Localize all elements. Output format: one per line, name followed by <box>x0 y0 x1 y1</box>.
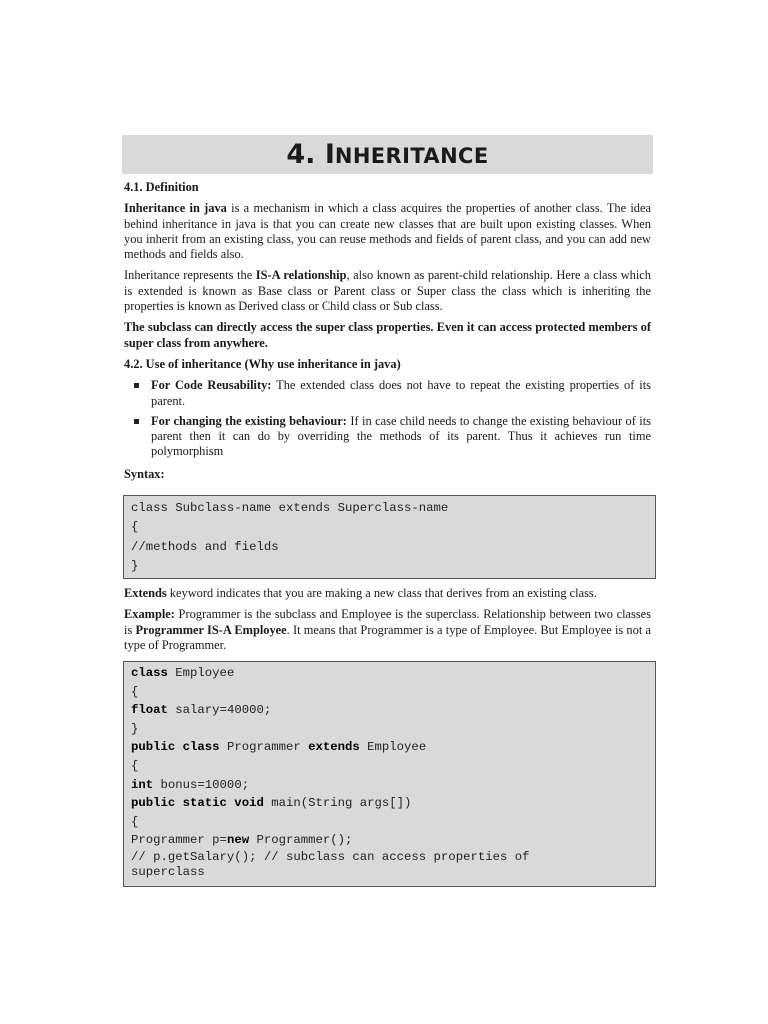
term-extends: Extends <box>124 586 167 600</box>
code-line: } <box>131 721 139 736</box>
chapter-title-initial: I <box>324 139 335 170</box>
chapter-title <box>286 139 488 170</box>
code-line: float salary=40000; <box>131 703 272 718</box>
extends-paragraph: Extends keyword indicates that you are making a new class that derives from an existing class. <box>124 586 597 600</box>
code-line: { <box>131 758 139 773</box>
code-line: Programmer p=new Programmer(); <box>131 833 353 848</box>
code-line: public static void main(String args[]) <box>131 796 412 811</box>
code-line: class Subclass-name extends Superclass-name <box>131 501 449 515</box>
example-label: Example: <box>124 607 175 622</box>
square-bullet-icon <box>134 383 139 388</box>
reasons-list <box>124 378 651 459</box>
code-line: { <box>131 814 139 829</box>
chapter-number: 4. <box>286 139 316 170</box>
list-item: For Code Reusability: The extended class does not have to repeat the existing properties of its parent. <box>124 378 651 409</box>
term-programmer-is-a-employee: Programmer IS-A Employee <box>135 622 287 637</box>
syntax-label: Syntax: <box>124 466 165 481</box>
code-line: superclass <box>131 864 205 879</box>
definition-paragraph: Inheritance in java is a mechanism in which a class acquires the properties of another class. The idea behind inheritance in java is that you can create new classes that are built upon existing classes. When you inherit from an existing class, you can reuse methods and fields of parent class, and you can add new methods and fields also. <box>124 201 651 262</box>
is-a-paragraph: Inheritance represents the IS-A relationship, also known as parent-child relationship. Here a class which is extended is known as Base class or Parent class or Super class the class which is inheriting the properties is known as Derived class or Child class or Sub class. <box>124 268 651 314</box>
section-heading-definition: 4.1. Definition <box>124 180 199 194</box>
code-line: } <box>131 559 139 574</box>
example-code-block <box>123 661 656 887</box>
code-line: // p.getSalary(); // subclass can access properties of <box>131 849 530 864</box>
term-is-a-relationship: IS-A relationship <box>255 268 347 283</box>
code-line: public class Programmer extends Employee <box>131 740 427 755</box>
after-syntax-content <box>124 586 651 659</box>
code-line: class Employee <box>131 666 235 680</box>
code-line: { <box>131 520 139 535</box>
code-line: int bonus=10000; <box>131 777 250 792</box>
section-heading-use-of-inheritance: 4.2. Use of inheritance (Why use inheritance in java) <box>124 356 401 371</box>
syntax-code-block <box>123 495 656 579</box>
chapter-header <box>122 135 653 174</box>
list-item: For changing the existing behaviour: If in case child needs to change the existing behaviour of its parent then it can do by overriding the methods of its parent. Thus it achieves run time polymorphism <box>124 414 651 460</box>
main-content <box>124 180 651 488</box>
square-bullet-icon <box>134 419 139 424</box>
code-line: //methods and fields <box>131 539 279 554</box>
subclass-access-paragraph: The subclass can directly access the super class properties. Even it can access protected members of super class from anywhere. <box>124 320 651 350</box>
example-paragraph: Example: Programmer is the subclass and Employee is the superclass. Relationship between two classes is Programmer IS-A Employee. It means that Programmer is a type of Employee. But Employee is not a type of Programmer. <box>124 607 651 652</box>
chapter-title-rest: NHERITANCE <box>334 144 489 168</box>
code-line: { <box>131 684 139 699</box>
term-inheritance-in-java: Inheritance in java <box>124 201 227 216</box>
